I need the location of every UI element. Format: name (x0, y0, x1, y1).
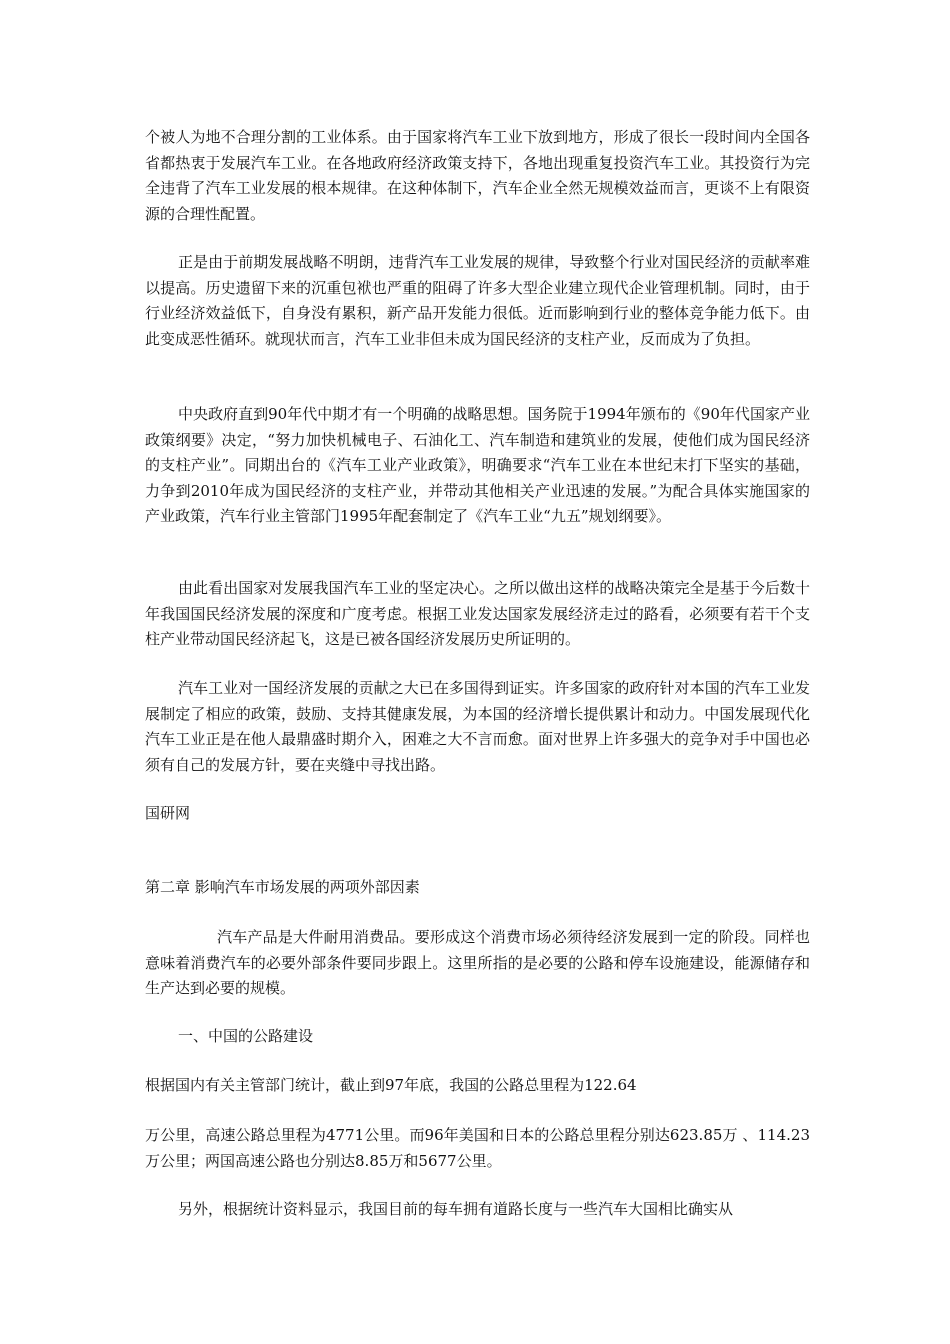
paragraph-6: 汽车产品是大件耐用消费品。要形成这个消费市场必须待经济发展到一定的阶段。同样也意味着消费汽车的必要外部条件要同步跟上。这里所指的是必要的公路和停车设施建设，能源储存和生产达到必要的规模。 (145, 928, 810, 997)
paragraph-5: 汽车工业对一国经济发展的贡献之大已在多国得到证实。许多国家的政府针对本国的汽车工业发展制定了相应的政策，鼓励、支持其健康发展，为本国的经济增长提供累计和动力。中国发展现代化汽车工业正是在他人最鼎盛时期介入，困难之大不言而愈。面对世界上许多强大的竞争对手中国也必须有自己的发展方针，要在夹缝中寻找出路。 (145, 679, 810, 774)
paragraph-4: 由此看出国家对发展我国汽车工业的坚定决心。之所以做出这样的战略决策完全是基于今后数十年我国国民经济发展的深度和广度考虑。根据工业发达国家发展经济走过的路看，必须要有若干个支柱产业带动国民经济起飞，这是已被各国经济发展历史所证明的。 (145, 579, 810, 648)
paragraph-3: 中央政府直到90年代中期才有一个明确的战略思想。国务院于1994年颁布的《90年代国家产业政策纲要》决定，“努力加快机械电子、石油化工、汽车制造和建筑业的发展，使他们成为国民经济的支柱产业”。同期出台的《汽车工业产业政策》，明确要求“汽车工业在本世纪末打下坚实的基础，力争到2010年成为国民经济的支柱产业，并带动其他相关产业迅速的发展。”为配合具体实施国家的产业政策，汽车行业主管部门1995年配套制定了《汽车工业“九五”规划纲要》。 (145, 405, 810, 525)
paragraph-7: 根据国内有关主管部门统计，截止到97年底，我国的公路总里程为122.64 (145, 1076, 637, 1094)
paragraph-9: 另外，根据统计资料显示，我国目前的每车拥有道路长度与一些汽车大国相比确实从 (178, 1200, 734, 1218)
section-heading: 一、中国的公路建设 (178, 1027, 314, 1045)
paragraph-1: 个被人为地不合理分割的工业体系。由于国家将汽车工业下放到地方，形成了很长一段时间内全国各省都热衷于发展汽车工业。在各地政府经济政策支持下，各地出现重复投资汽车工业。其投资行为完全违背了汽车工业发展的根本规律。在这种体制下，汽车企业全然无规模效益而言，更谈不上有限资源的合理性配置。 (145, 128, 810, 223)
chapter-title: 第二章 影响汽车市场发展的两项外部因素 (145, 878, 420, 896)
paragraph-2: 正是由于前期发展战略不明朗，违背汽车工业发展的规律，导致整个行业对国民经济的贡献率难以提高。历史遗留下来的沉重包袱也严重的阻碍了许多大型企业建立现代企业管理机制。同时，由于行业经济效益低下，自身没有累积，新产品开发能力很低。近而影响到行业的整体竞争能力低下。由此变成恶性循环。就现状而言，汽车工业非但未成为国民经济的支柱产业，反而成为了负担。 (145, 253, 810, 348)
source-label: 国研网 (145, 804, 191, 822)
paragraph-8: 万公里，高速公路总里程为4771公里。而96年美国和日本的公路总里程分别达623.85万 、114.23万公里；两国高速公路也分别达8.85万和5677公里。 (145, 1126, 810, 1170)
